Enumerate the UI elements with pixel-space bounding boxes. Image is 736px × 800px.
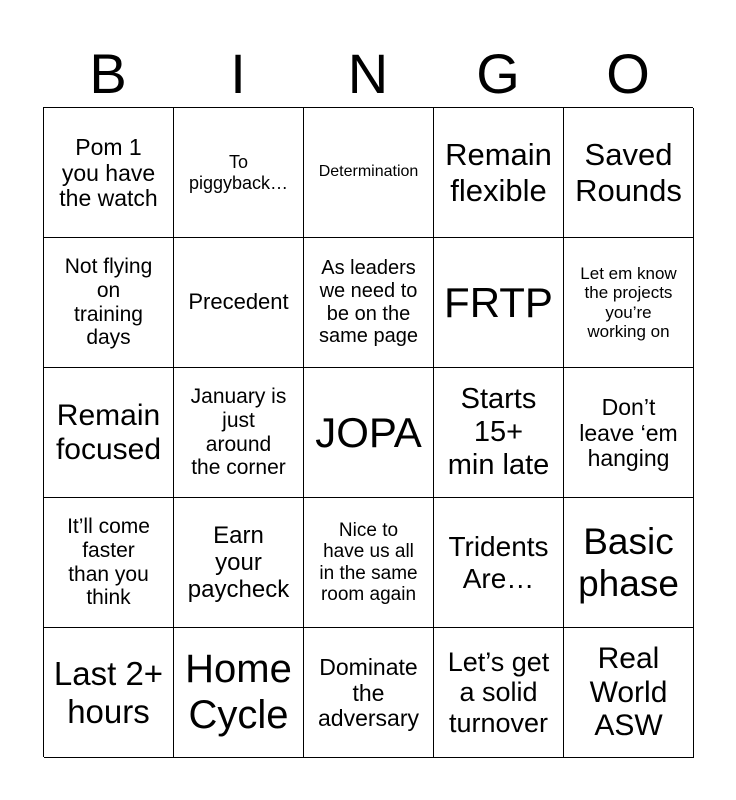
- bingo-cell[interactable]: January is just around the corner: [174, 368, 304, 498]
- bingo-cell[interactable]: JOPA: [304, 368, 434, 498]
- bingo-cell[interactable]: Precedent: [174, 238, 304, 368]
- bingo-cell[interactable]: It’ll come faster than you think: [44, 498, 174, 628]
- header-letter-o: O: [606, 42, 650, 105]
- bingo-cell[interactable]: Determination: [304, 108, 434, 238]
- header-letter-g: G: [476, 42, 520, 105]
- bingo-cell[interactable]: Don’t leave ‘em hanging: [564, 368, 694, 498]
- bingo-cell[interactable]: Last 2+ hours: [44, 628, 174, 758]
- bingo-cell[interactable]: As leaders we need to be on the same page: [304, 238, 434, 368]
- bingo-cell[interactable]: Let em know the projects you’re working on: [564, 238, 694, 368]
- header-letter-n: N: [347, 42, 389, 105]
- bingo-cell[interactable]: Remain flexible: [434, 108, 564, 238]
- bingo-cell[interactable]: Home Cycle: [174, 628, 304, 758]
- bingo-cell[interactable]: Tridents Are…: [434, 498, 564, 628]
- bingo-cell[interactable]: Pom 1 you have the watch: [44, 108, 174, 238]
- bingo-cell[interactable]: Not flying on training days: [44, 238, 174, 368]
- bingo-cell[interactable]: Basic phase: [564, 498, 694, 628]
- bingo-cell[interactable]: Dominate the adversary: [304, 628, 434, 758]
- bingo-cell[interactable]: Nice to have us all in the same room again: [304, 498, 434, 628]
- bingo-cell[interactable]: FRTP: [434, 238, 564, 368]
- header-letter-b: B: [89, 42, 127, 105]
- bingo-cell[interactable]: Remain focused: [44, 368, 174, 498]
- bingo-cell[interactable]: Saved Rounds: [564, 108, 694, 238]
- bingo-cell[interactable]: Let’s get a solid turnover: [434, 628, 564, 758]
- bingo-cell[interactable]: Starts 15+ min late: [434, 368, 564, 498]
- bingo-board: [43, 107, 693, 757]
- bingo-header: [43, 40, 693, 108]
- header-letter-i: I: [230, 42, 246, 105]
- bingo-cell[interactable]: Earn your paycheck: [174, 498, 304, 628]
- bingo-cell[interactable]: To piggyback…: [174, 108, 304, 238]
- bingo-cell[interactable]: Real World ASW: [564, 628, 694, 758]
